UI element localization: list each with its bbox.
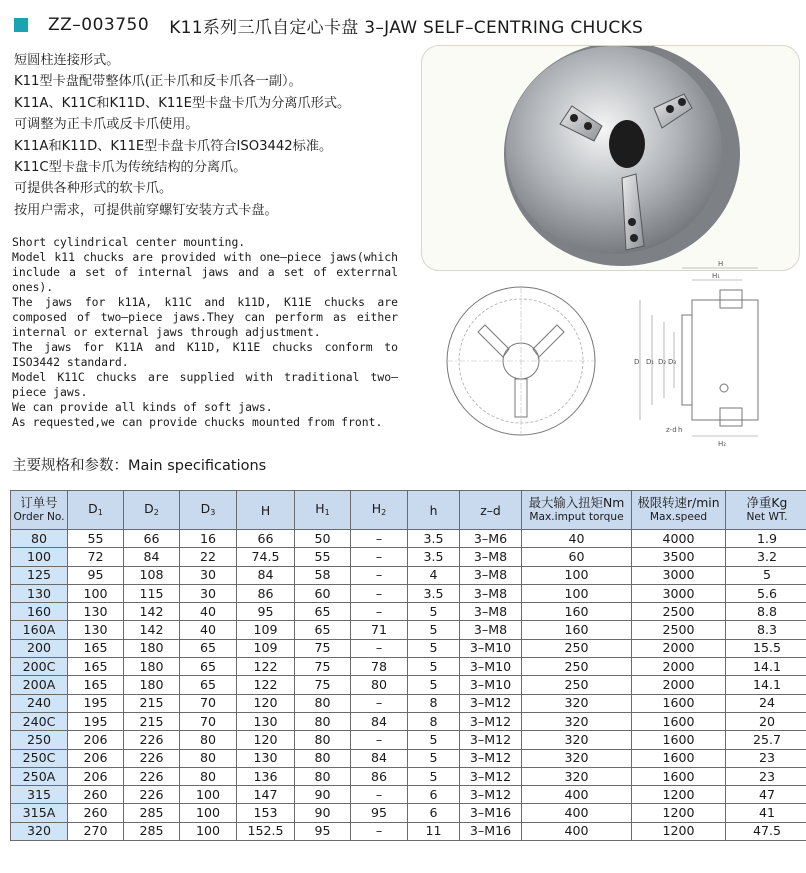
front-view-drawing <box>445 285 597 437</box>
table-cell: 1600 <box>632 712 726 730</box>
table-cell: 95 <box>237 603 295 621</box>
spec-column-header <box>460 491 522 530</box>
table-cell: – <box>351 786 408 804</box>
table-cell: 8 <box>408 712 460 730</box>
table-row <box>11 603 806 621</box>
table-cell: – <box>351 639 408 657</box>
table-cell: 3000 <box>632 584 726 602</box>
table-cell: 400 <box>522 786 632 804</box>
order-number-cell: 250A <box>11 767 68 785</box>
table-cell: 320 <box>522 731 632 749</box>
spec-column-header <box>68 491 124 530</box>
table-cell: 30 <box>180 566 237 584</box>
order-number-cell: 250 <box>11 731 68 749</box>
table-cell: 250 <box>522 676 632 694</box>
table-cell: 5 <box>408 767 460 785</box>
table-cell: 66 <box>124 530 180 548</box>
en-feature-list <box>12 235 398 430</box>
table-cell: 84 <box>351 749 408 767</box>
table-cell: 55 <box>68 530 124 548</box>
table-cell: 100 <box>522 584 632 602</box>
table-cell: 165 <box>68 639 124 657</box>
table-cell: 206 <box>68 731 124 749</box>
table-cell: – <box>351 694 408 712</box>
table-cell: 226 <box>124 767 180 785</box>
table-cell: 14.1 <box>726 658 806 676</box>
table-cell: 260 <box>68 804 124 822</box>
table-cell: 72 <box>68 548 124 566</box>
side-view-drawing <box>622 260 780 450</box>
table-cell: 285 <box>124 804 180 822</box>
dim-label-d: D <box>634 358 640 366</box>
cn-feature: 可调整为正卡爪或反卡爪使用。 <box>14 117 199 133</box>
order-number-cell: 100 <box>11 548 68 566</box>
table-cell: 1600 <box>632 731 726 749</box>
table-cell: 65 <box>180 639 237 657</box>
table-cell: 400 <box>522 804 632 822</box>
table-cell: 2500 <box>632 621 726 639</box>
table-cell: 100 <box>180 804 237 822</box>
column-header-label: D <box>144 500 154 516</box>
table-cell: 136 <box>237 767 295 785</box>
table-cell: 22 <box>180 548 237 566</box>
spec-column-header <box>11 491 68 530</box>
table-cell: 130 <box>237 712 295 730</box>
table-cell: 250 <box>522 658 632 676</box>
table-row <box>11 822 806 840</box>
table-cell: 180 <box>124 676 180 694</box>
table-cell: 40 <box>522 530 632 548</box>
page-header <box>14 12 643 38</box>
chuck-photo <box>422 46 799 270</box>
column-header-en: Order No. <box>13 511 65 523</box>
table-cell: 65 <box>180 658 237 676</box>
order-number-cell: 200A <box>11 676 68 694</box>
order-number-cell: 125 <box>11 566 68 584</box>
table-cell: 86 <box>237 584 295 602</box>
dim-label-h1: H₁ <box>712 272 721 280</box>
table-cell: 226 <box>124 786 180 804</box>
spec-header-row <box>11 491 806 530</box>
product-code: ZZ–003750 <box>48 15 150 35</box>
table-cell: 86 <box>351 767 408 785</box>
table-cell: 5 <box>726 566 806 584</box>
table-cell: 66 <box>237 530 295 548</box>
order-number-cell: 160A <box>11 621 68 639</box>
table-cell: 3–M12 <box>460 786 522 804</box>
table-cell: 2000 <box>632 676 726 694</box>
table-cell: 65 <box>295 603 351 621</box>
column-header-subscript: 1 <box>97 507 103 517</box>
table-cell: 55 <box>295 548 351 566</box>
chuck-photo-card <box>421 45 800 271</box>
table-cell: 100 <box>180 786 237 804</box>
table-cell: 58 <box>295 566 351 584</box>
dim-label-d2: D₂ <box>658 358 667 366</box>
table-cell: 6 <box>408 786 460 804</box>
table-cell: 250 <box>522 639 632 657</box>
en-feature: We can provide all kinds of soft jaws. <box>12 400 273 414</box>
table-cell: 80 <box>295 694 351 712</box>
table-row <box>11 566 806 584</box>
column-header-en: Max.imput torque <box>529 511 624 523</box>
table-cell: 3000 <box>632 566 726 584</box>
en-feature: Model k11 chucks are provided with one–piece jaws(which include a set of internal jaws and a set of exterrnal ones). <box>12 250 398 294</box>
column-header-label: H <box>260 502 271 518</box>
column-header-subscript: 3 <box>210 507 216 517</box>
en-feature: The jaws for k11A, k11C and k11D, K11E chucks are composed of two–piece jaws.They can perform as either internal or external jaws through adjustment. <box>12 295 398 339</box>
spec-column-header <box>632 491 726 530</box>
header-accent-square <box>14 18 28 32</box>
table-cell: 8 <box>408 694 460 712</box>
table-row <box>11 639 806 657</box>
table-cell: 50 <box>295 530 351 548</box>
table-cell: 3–M8 <box>460 584 522 602</box>
table-cell: 400 <box>522 822 632 840</box>
table-cell: 5 <box>408 658 460 676</box>
table-cell: – <box>351 548 408 566</box>
dim-label-d3: D₃ <box>668 358 677 366</box>
table-cell: 226 <box>124 749 180 767</box>
table-row <box>11 621 806 639</box>
table-cell: 3.5 <box>408 548 460 566</box>
table-cell: 5 <box>408 639 460 657</box>
table-cell: 3–M12 <box>460 712 522 730</box>
table-cell: 24 <box>726 694 806 712</box>
table-cell: 160 <box>522 603 632 621</box>
table-cell: 5 <box>408 731 460 749</box>
table-cell: 1200 <box>632 822 726 840</box>
spec-column-header <box>522 491 632 530</box>
table-cell: 70 <box>180 712 237 730</box>
spec-column-header <box>124 491 180 530</box>
table-cell: 84 <box>237 566 295 584</box>
table-cell: 8.8 <box>726 603 806 621</box>
column-header-label: z–d <box>480 502 501 518</box>
order-number-cell: 240 <box>11 694 68 712</box>
en-feature: Model K11C chucks are supplied with traditional two–piece jaws. <box>12 370 398 399</box>
dim-label-h2: H₂ <box>718 440 727 448</box>
table-cell: 120 <box>237 731 295 749</box>
table-cell: 3–M12 <box>460 694 522 712</box>
column-header-label: D <box>88 500 98 516</box>
table-cell: 165 <box>68 676 124 694</box>
column-header-label: 最大输入扭矩Nm <box>528 495 625 510</box>
table-cell: 40 <box>180 621 237 639</box>
table-cell: 1.9 <box>726 530 806 548</box>
table-cell: 60 <box>295 584 351 602</box>
table-cell: 130 <box>68 621 124 639</box>
table-cell: – <box>351 584 408 602</box>
order-number-cell: 200 <box>11 639 68 657</box>
spec-column-header <box>180 491 237 530</box>
column-header-label: H <box>315 500 325 516</box>
order-number-cell: 320 <box>11 822 68 840</box>
table-cell: 84 <box>351 712 408 730</box>
table-cell: 2500 <box>632 603 726 621</box>
table-cell: 1200 <box>632 786 726 804</box>
table-cell: 5 <box>408 749 460 767</box>
cn-feature: K11A和K11D、K11E型卡盘卡爪符合ISO3442标准。 <box>14 138 333 154</box>
cn-feature: 短圆柱连接形式。 <box>14 53 120 68</box>
order-number-cell: 130 <box>11 584 68 602</box>
table-cell: 100 <box>68 584 124 602</box>
cn-feature: K11C型卡盘卡爪为传统结构的分离爪。 <box>14 160 247 176</box>
cn-feature: K11A、K11C和K11D、K11E型卡盘卡爪为分离爪形式。 <box>14 95 351 111</box>
table-cell: 60 <box>522 548 632 566</box>
table-cell: 84 <box>124 548 180 566</box>
table-cell: 3–M6 <box>460 530 522 548</box>
table-cell: 215 <box>124 712 180 730</box>
table-row <box>11 767 806 785</box>
table-cell: 3–M12 <box>460 767 522 785</box>
table-cell: 3–M8 <box>460 548 522 566</box>
spec-column-header <box>408 491 460 530</box>
table-cell: 80 <box>180 749 237 767</box>
table-row <box>11 676 806 694</box>
table-cell: 215 <box>124 694 180 712</box>
table-cell: 80 <box>295 731 351 749</box>
table-cell: 30 <box>180 584 237 602</box>
table-cell: 95 <box>68 566 124 584</box>
table-row <box>11 584 806 602</box>
spec-column-header <box>351 491 408 530</box>
dim-label-h: H <box>718 260 724 268</box>
table-cell: 4000 <box>632 530 726 548</box>
dim-label-h-small: h <box>678 426 683 434</box>
table-row <box>11 731 806 749</box>
table-row <box>11 658 806 676</box>
table-cell: 120 <box>237 694 295 712</box>
table-cell: 23 <box>726 749 806 767</box>
table-row <box>11 694 806 712</box>
table-cell: 130 <box>237 749 295 767</box>
table-cell: 3.5 <box>408 584 460 602</box>
spec-body <box>11 530 806 841</box>
cn-feature-list <box>14 50 424 221</box>
table-cell: 90 <box>295 786 351 804</box>
table-cell: 115 <box>124 584 180 602</box>
table-row <box>11 749 806 767</box>
table-cell: – <box>351 566 408 584</box>
table-cell: 65 <box>295 621 351 639</box>
column-header-en: Net WT. <box>746 511 788 523</box>
en-feature: As requested,we can provide chucks mounted from front. <box>12 415 383 429</box>
column-header-label: 净重Kg <box>746 495 788 510</box>
table-cell: 14.1 <box>726 676 806 694</box>
table-cell: 100 <box>180 822 237 840</box>
column-header-label: 极限转速r/min <box>637 495 720 510</box>
cn-feature: 可提供各种形式的软卡爪。 <box>14 181 173 197</box>
column-header-en: Max.speed <box>649 511 708 523</box>
order-number-cell: 200C <box>11 658 68 676</box>
table-cell: 270 <box>68 822 124 840</box>
order-number-cell: 80 <box>11 530 68 548</box>
table-row <box>11 530 806 548</box>
table-cell: 195 <box>68 712 124 730</box>
table-cell: 3.5 <box>408 530 460 548</box>
table-cell: 41 <box>726 804 806 822</box>
table-cell: 3–M12 <box>460 749 522 767</box>
table-cell: 15.5 <box>726 639 806 657</box>
table-cell: – <box>351 603 408 621</box>
table-cell: 195 <box>68 694 124 712</box>
table-cell: 47.5 <box>726 822 806 840</box>
table-cell: 80 <box>180 767 237 785</box>
table-cell: 320 <box>522 694 632 712</box>
table-cell: 320 <box>522 749 632 767</box>
table-cell: 260 <box>68 786 124 804</box>
table-cell: 180 <box>124 658 180 676</box>
table-cell: 90 <box>295 804 351 822</box>
table-cell: 2000 <box>632 658 726 676</box>
table-cell: 71 <box>351 621 408 639</box>
table-row <box>11 786 806 804</box>
table-cell: 1200 <box>632 804 726 822</box>
table-cell: 6 <box>408 804 460 822</box>
table-cell: 3–M8 <box>460 621 522 639</box>
table-cell: 147 <box>237 786 295 804</box>
table-cell: 3–M16 <box>460 822 522 840</box>
table-cell: 180 <box>124 639 180 657</box>
table-cell: 142 <box>124 603 180 621</box>
table-cell: 1600 <box>632 694 726 712</box>
table-cell: 109 <box>237 639 295 657</box>
table-cell: – <box>351 822 408 840</box>
table-cell: 3–M8 <box>460 566 522 584</box>
column-header-label: D <box>200 500 211 516</box>
table-cell: 20 <box>726 712 806 730</box>
en-feature: Short cylindrical center mounting. <box>12 235 246 249</box>
table-cell: 5 <box>408 603 460 621</box>
table-cell: 3500 <box>632 548 726 566</box>
table-cell: 3–M10 <box>460 658 522 676</box>
table-cell: 3–M10 <box>460 639 522 657</box>
order-number-cell: 315 <box>11 786 68 804</box>
spec-column-header <box>726 491 806 530</box>
table-cell: 5 <box>408 621 460 639</box>
table-cell: 165 <box>68 658 124 676</box>
table-cell: 47 <box>726 786 806 804</box>
dim-label-d1: D₁ <box>646 358 655 366</box>
table-cell: 1600 <box>632 767 726 785</box>
table-cell: 65 <box>180 676 237 694</box>
table-cell: 3–M12 <box>460 731 522 749</box>
table-cell: 2000 <box>632 639 726 657</box>
cn-feature: 按用户需求，可提供前穿螺钉安装方式卡盘。 <box>14 202 278 218</box>
en-feature: The jaws for K11A and K11D, K11E chucks conform to ISO3442 standard. <box>12 340 398 369</box>
table-cell: 142 <box>124 621 180 639</box>
table-cell: 109 <box>237 621 295 639</box>
table-cell: 95 <box>351 804 408 822</box>
table-cell: 100 <box>522 566 632 584</box>
table-cell: 25.7 <box>726 731 806 749</box>
table-cell: 80 <box>295 712 351 730</box>
product-title: K11系列三爪自定心卡盘 3–JAW SELF–CENTRING CHUCKS <box>169 17 644 38</box>
table-cell: 74.5 <box>237 548 295 566</box>
table-cell: 80 <box>180 731 237 749</box>
table-cell: 122 <box>237 676 295 694</box>
table-cell: 16 <box>180 530 237 548</box>
table-cell: 78 <box>351 658 408 676</box>
table-row <box>11 804 806 822</box>
table-cell: 3–M10 <box>460 676 522 694</box>
table-cell: 226 <box>124 731 180 749</box>
column-header-subscript: 1 <box>324 507 330 517</box>
table-cell: 3–M8 <box>460 603 522 621</box>
spec-title: 主要规格和参数：Main specifications <box>12 458 267 474</box>
table-cell: 11 <box>408 822 460 840</box>
column-header-subscript: 2 <box>381 507 387 517</box>
table-cell: 153 <box>237 804 295 822</box>
table-row <box>11 548 806 566</box>
table-cell: 3.2 <box>726 548 806 566</box>
table-cell: 80 <box>295 767 351 785</box>
table-cell: 75 <box>295 639 351 657</box>
table-cell: 1600 <box>632 749 726 767</box>
table-cell: 23 <box>726 767 806 785</box>
table-cell: 108 <box>124 566 180 584</box>
order-number-cell: 160 <box>11 603 68 621</box>
dim-label-zd: z-d <box>666 426 677 434</box>
column-header-label: 订单号 <box>20 495 58 510</box>
table-cell: 285 <box>124 822 180 840</box>
column-header-subscript: 2 <box>153 507 159 517</box>
table-cell: – <box>351 530 408 548</box>
table-row <box>11 712 806 730</box>
table-cell: 206 <box>68 749 124 767</box>
table-cell: 206 <box>68 767 124 785</box>
spec-column-header <box>237 491 295 530</box>
table-cell: 75 <box>295 658 351 676</box>
table-cell: – <box>351 731 408 749</box>
order-number-cell: 240C <box>11 712 68 730</box>
order-number-cell: 250C <box>11 749 68 767</box>
table-cell: 70 <box>180 694 237 712</box>
column-header-label: h <box>429 502 438 518</box>
table-cell: 8.3 <box>726 621 806 639</box>
table-cell: 75 <box>295 676 351 694</box>
table-cell: 40 <box>180 603 237 621</box>
table-cell: 160 <box>522 621 632 639</box>
cn-feature: K11型卡盘配带整体爪(正卡爪和反卡爪各一副）。 <box>14 74 302 90</box>
table-cell: 122 <box>237 658 295 676</box>
spec-column-header <box>295 491 351 530</box>
table-cell: 5 <box>408 676 460 694</box>
table-cell: 320 <box>522 712 632 730</box>
column-header-label: H <box>371 500 382 516</box>
table-cell: 80 <box>351 676 408 694</box>
table-cell: 3–M16 <box>460 804 522 822</box>
table-cell: 152.5 <box>237 822 295 840</box>
order-number-cell: 315A <box>11 804 68 822</box>
table-cell: 320 <box>522 767 632 785</box>
spec-table <box>10 490 806 841</box>
table-cell: 80 <box>295 749 351 767</box>
table-cell: 95 <box>295 822 351 840</box>
table-cell: 4 <box>408 566 460 584</box>
table-cell: 5.6 <box>726 584 806 602</box>
table-cell: 130 <box>68 603 124 621</box>
